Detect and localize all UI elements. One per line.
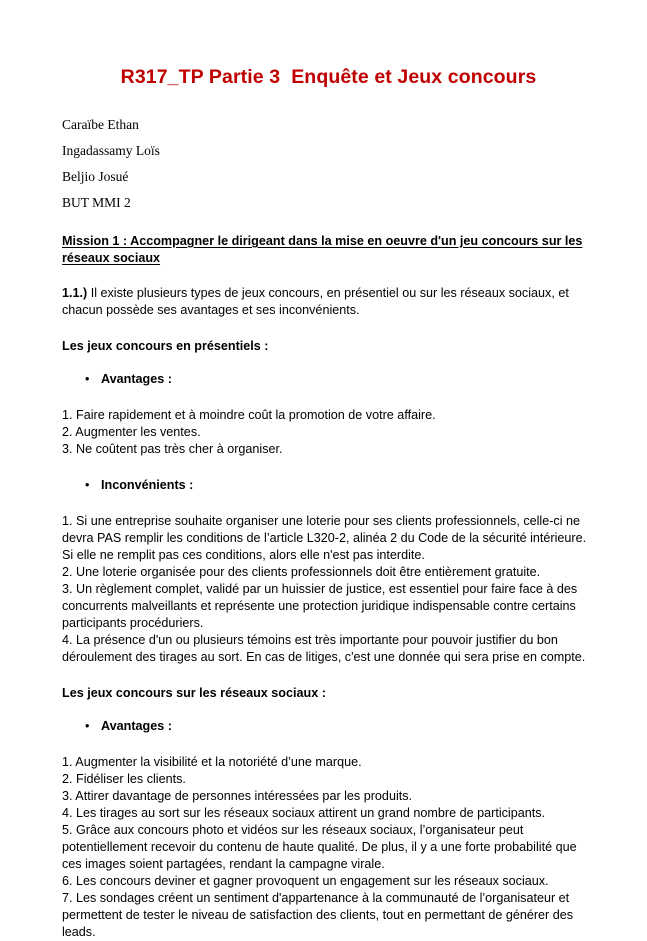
author-block: [62, 118, 595, 210]
spacer: [62, 388, 595, 407]
list-item: 2. Augmenter les ventes.: [62, 425, 201, 440]
bullet-label: [101, 477, 193, 494]
list-item: 1. Si une entreprise souhaite organiser une loterie pour ses clients professionnels, celle-ci ne devra PAS remplir les conditions de l’article L320-2, alinéa 2 du Code de la sécurité intérieure. Si elle ne remplit pas ces conditions, alors elle n'est pas interdite.: [62, 514, 587, 563]
bullet-label-text: Inconvénients: [101, 478, 186, 493]
list-item: 1. Faire rapidement et à moindre coût la promotion de votre affaire.: [62, 408, 436, 423]
mission-heading: Mission 1 : Accompagner le dirigeant dans la mise en oeuvre d'un jeu concours sur les réseaux sociaux: [62, 233, 583, 265]
spacer: [62, 702, 595, 718]
list-inconvenients-presentiels: [62, 513, 595, 666]
author-line: Beljio Josué: [62, 169, 129, 185]
list-item: 6. Les concours deviner et gagner provoquent un engagement sur les réseaux sociaux.: [62, 874, 549, 889]
bullet-heading-avantages: [62, 371, 595, 388]
question-paragraph: [62, 285, 595, 319]
bullet-heading-avantages-sociaux: [62, 718, 595, 735]
bullet-label-text: Avantages: [101, 372, 165, 387]
bullet-heading-inconvenients: [62, 477, 595, 494]
spacer: [62, 266, 595, 285]
list-item: 3. Ne coûtent pas très cher à organiser.: [62, 442, 283, 457]
question-number: 1.1.): [62, 286, 88, 301]
spacer: [62, 666, 595, 685]
bullet-colon: :: [185, 478, 194, 493]
section-heading-presentiels: Les jeux concours en présentiels :: [62, 339, 269, 354]
bullet-icon: •: [85, 372, 90, 387]
spacer: [62, 355, 595, 371]
list-avantages-presentiels: [62, 407, 595, 458]
bullet-icon: •: [85, 719, 90, 734]
author-line: BUT MMI 2: [62, 195, 131, 211]
list-item: 5. Grâce aux concours photo et vidéos sur les réseaux sociaux, l’organisateur peut potentiellement recevoir du contenu de haute qualité. De plus, il y a une forte probabilité que ces images soient partagées, rendant la campagne virale.: [62, 823, 577, 872]
list-item: 7. Les sondages créent un sentiment d'appartenance à la communauté de l’organisateur et permettent de tester le niveau de satisfaction des clients, tout en permettant de générer des leads.: [62, 891, 574, 940]
bullet-colon: :: [164, 372, 172, 387]
bullet-colon: :: [164, 719, 172, 734]
bullet-icon: •: [85, 478, 90, 493]
list-item: 4. Les tirages au sort sur les réseaux sociaux attirent un grand nombre de participants.: [62, 806, 546, 821]
list-item: 1. Augmenter la visibilité et la notoriété d’une marque.: [62, 755, 362, 770]
bullet-label-text: Avantages: [101, 719, 165, 734]
author-line: Caraïbe Ethan: [62, 117, 139, 133]
list-item: 2. Une loterie organisée pour des clients professionnels doit être entièrement gratuite.: [62, 565, 541, 580]
list-item: 3. Attirer davantage de personnes intéressées par les produits.: [62, 789, 413, 804]
author-line: Ingadassamy Loïs: [62, 143, 160, 159]
spacer: [62, 735, 595, 754]
bullet-label: [101, 718, 172, 735]
spacer: [62, 494, 595, 513]
list-avantages-sociaux: [62, 754, 595, 941]
section-heading-reseaux-sociaux: Les jeux concours sur les réseaux sociaux :: [62, 686, 326, 701]
list-item: 2. Fidéliser les clients.: [62, 772, 186, 787]
question-text: Il existe plusieurs types de jeux concours, en présentiel ou sur les réseaux sociaux, et chacun possède ses avantages et ses inconvénients.: [62, 286, 569, 318]
list-item: 4. La présence d'un ou plusieurs témoins est très importante pour pouvoir justifier du bon déroulement des tirages au sort. En cas de litiges, c'est une donnée qui sera prise en compte.: [62, 633, 586, 665]
bullet-label: [101, 371, 172, 388]
page-title: R317_TP Partie 3 Enquête et Jeux concours: [120, 66, 537, 88]
spacer: [62, 319, 595, 338]
list-item: 3. Un règlement complet, validé par un huissier de justice, est essentiel pour faire face à des concurrents malveillants et représente une protection juridique indispensable contre certains participants procéduriers.: [62, 582, 578, 631]
spacer: [62, 458, 595, 477]
